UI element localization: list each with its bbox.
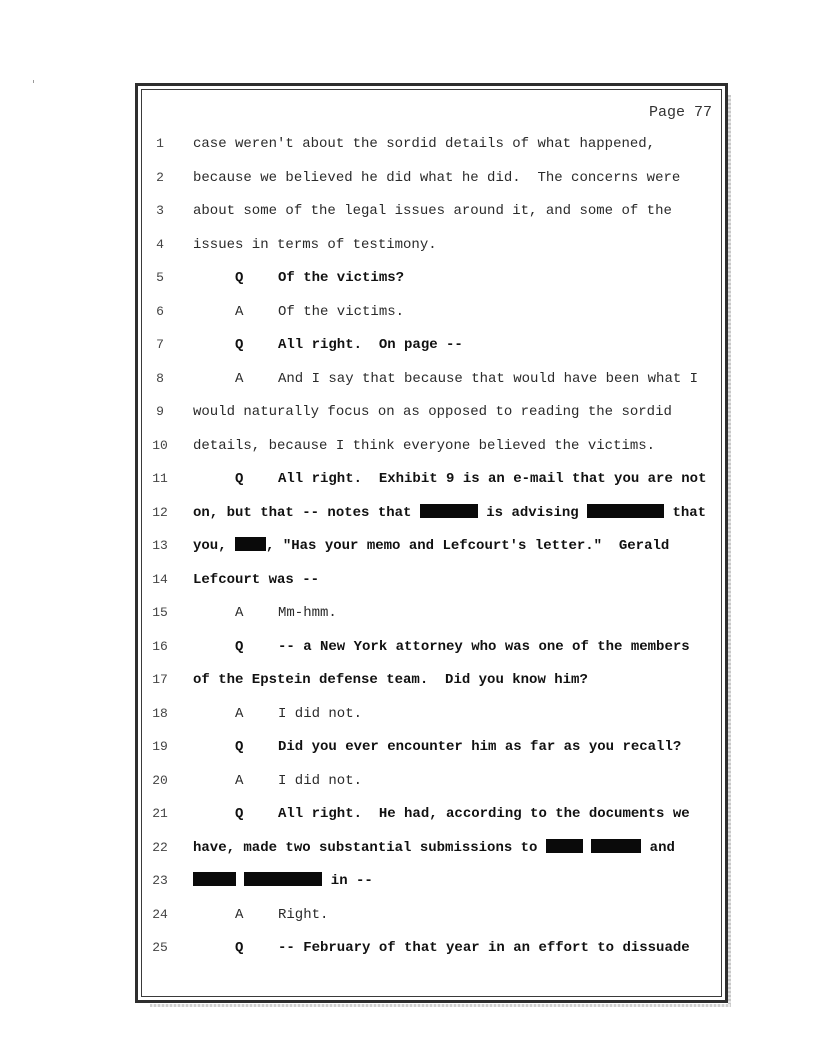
text-segment [583, 840, 591, 856]
line-number: 5 [156, 270, 164, 285]
transcript-line [0, 905, 816, 925]
transcript-line [0, 201, 816, 221]
speaker-marker: Q [235, 270, 244, 286]
text-segment: because we believed he did what he did. The concerns were [193, 169, 681, 186]
transcript-line [0, 335, 816, 355]
transcript-line [0, 134, 816, 154]
transcript-line [0, 771, 816, 791]
line-number: 7 [156, 337, 164, 352]
text-segment: and [641, 839, 675, 856]
answer-text [235, 771, 362, 791]
line-number: 16 [152, 638, 168, 654]
line-number: 22 [152, 839, 168, 855]
answer-text [235, 905, 328, 925]
text-segment [236, 873, 244, 889]
transcript-line [0, 402, 816, 422]
text-segment: Did you ever encounter him as far as you recall? [278, 739, 682, 755]
text-segment: , "Has your memo and Lefcourt's letter." Gerald [266, 538, 670, 554]
transcript-line [0, 469, 816, 489]
redaction-block [193, 872, 236, 886]
text-segment: on, but that -- notes that [193, 504, 420, 521]
line-number: 13 [152, 538, 168, 553]
transcript-line [0, 302, 816, 322]
answer-text [235, 302, 404, 322]
line-number: 24 [152, 906, 168, 922]
text-segment: All right. On page -- [278, 337, 463, 353]
text-segment: you, [193, 538, 236, 554]
line-number: 1 [156, 136, 164, 151]
redaction-block [235, 537, 266, 551]
redaction-block [244, 872, 322, 886]
redaction-block [546, 839, 583, 853]
line-text [193, 402, 672, 422]
question-text [235, 637, 690, 657]
line-text [193, 570, 319, 590]
transcript-line [0, 570, 816, 590]
line-number: 25 [152, 940, 168, 955]
text-segment: is advising [477, 504, 588, 521]
text-segment: All right. Exhibit 9 is an e-mail that you are not [278, 471, 707, 487]
question-text [235, 469, 706, 489]
frame-shadow-bottom [150, 1004, 731, 1007]
line-number: 6 [156, 303, 164, 319]
transcript-line [0, 737, 816, 757]
text-segment: details, because I think everyone believed the victims. [193, 437, 656, 454]
text-segment: issues in terms of testimony. [193, 236, 437, 253]
text-segment: Of the victims? [278, 270, 405, 286]
line-text [193, 871, 373, 891]
redaction-block [587, 504, 664, 518]
transcript-line [0, 871, 816, 891]
answer-text [235, 603, 337, 623]
line-number: 3 [156, 203, 164, 218]
transcript-line [0, 235, 816, 255]
line-text [193, 201, 672, 221]
text-segment: I did not. [278, 772, 363, 789]
text-segment: I did not. [278, 705, 363, 722]
line-text [193, 436, 655, 456]
redaction-block [591, 839, 641, 853]
line-number: 10 [152, 437, 168, 453]
question-text [235, 335, 463, 355]
transcript-line [0, 536, 816, 556]
text-segment: would naturally focus on as opposed to reading the sordid [193, 404, 672, 420]
transcript-line [0, 168, 816, 188]
text-segment: And I say that because that would have been what I [278, 370, 699, 387]
text-segment: Lefcourt was -- [193, 571, 320, 588]
answer-text [235, 704, 362, 724]
line-number: 11 [152, 471, 168, 486]
line-number: 20 [152, 772, 168, 788]
question-text [235, 268, 404, 288]
answer-text [235, 369, 698, 389]
text-segment: Of the victims. [278, 303, 405, 320]
question-text [235, 737, 681, 757]
transcript-line [0, 804, 816, 824]
speaker-marker: A [235, 906, 244, 923]
speaker-marker: Q [235, 471, 244, 487]
line-number: 9 [156, 404, 164, 419]
speaker-marker: A [235, 705, 244, 722]
text-segment: case weren't about the sordid details of what happened, [193, 136, 656, 152]
text-segment: Right. [278, 906, 329, 923]
line-number: 4 [156, 236, 164, 252]
line-text [193, 503, 706, 523]
transcript-line [0, 838, 816, 858]
speaker-marker: A [235, 303, 244, 320]
text-segment: -- a New York attorney who was one of the members [278, 638, 690, 655]
question-text [235, 938, 690, 958]
line-number: 19 [152, 739, 168, 754]
redaction-block [420, 504, 478, 518]
line-text [193, 670, 588, 690]
speaker-marker: A [235, 605, 244, 621]
line-text [193, 536, 669, 556]
page-number: Page 77 [648, 104, 712, 121]
text-segment: in -- [322, 873, 373, 889]
line-number: 8 [156, 370, 164, 386]
line-number: 12 [152, 504, 168, 520]
transcript-line [0, 268, 816, 288]
text-segment: All right. He had, according to the documents we [278, 806, 690, 822]
text-segment: have, made two substantial submissions to [193, 839, 546, 856]
line-number: 18 [152, 705, 168, 721]
question-text [235, 804, 690, 824]
line-text [193, 235, 437, 255]
speaker-marker: Q [235, 638, 244, 655]
line-number: 17 [152, 672, 168, 687]
transcript-line [0, 436, 816, 456]
transcript-line [0, 369, 816, 389]
transcript-line [0, 503, 816, 523]
text-segment: Mm-hmm. [278, 605, 337, 621]
transcript-line [0, 603, 816, 623]
text-segment: of the Epstein defense team. Did you know him? [193, 672, 588, 688]
speaker-marker: Q [235, 337, 244, 353]
line-number: 2 [156, 169, 164, 185]
transcript-line [0, 938, 816, 958]
line-number: 23 [152, 873, 168, 888]
line-number: 15 [152, 605, 168, 620]
text-segment: that [664, 504, 707, 521]
transcript-line [0, 637, 816, 657]
text-segment: about some of the legal issues around it, and some of the [193, 203, 672, 219]
speaker-marker: A [235, 370, 244, 387]
speaker-marker: Q [235, 940, 244, 956]
transcript-line [0, 704, 816, 724]
speaker-marker: Q [235, 739, 244, 755]
line-number: 14 [152, 571, 168, 587]
line-text [193, 168, 680, 188]
line-text [193, 838, 675, 858]
transcript-line [0, 670, 816, 690]
speaker-marker: Q [235, 806, 244, 822]
text-segment: -- February of that year in an effort to dissuade [278, 940, 690, 956]
speaker-marker: A [235, 772, 244, 789]
scan-speck [33, 80, 34, 83]
line-number: 21 [152, 806, 168, 821]
line-text [193, 134, 655, 154]
